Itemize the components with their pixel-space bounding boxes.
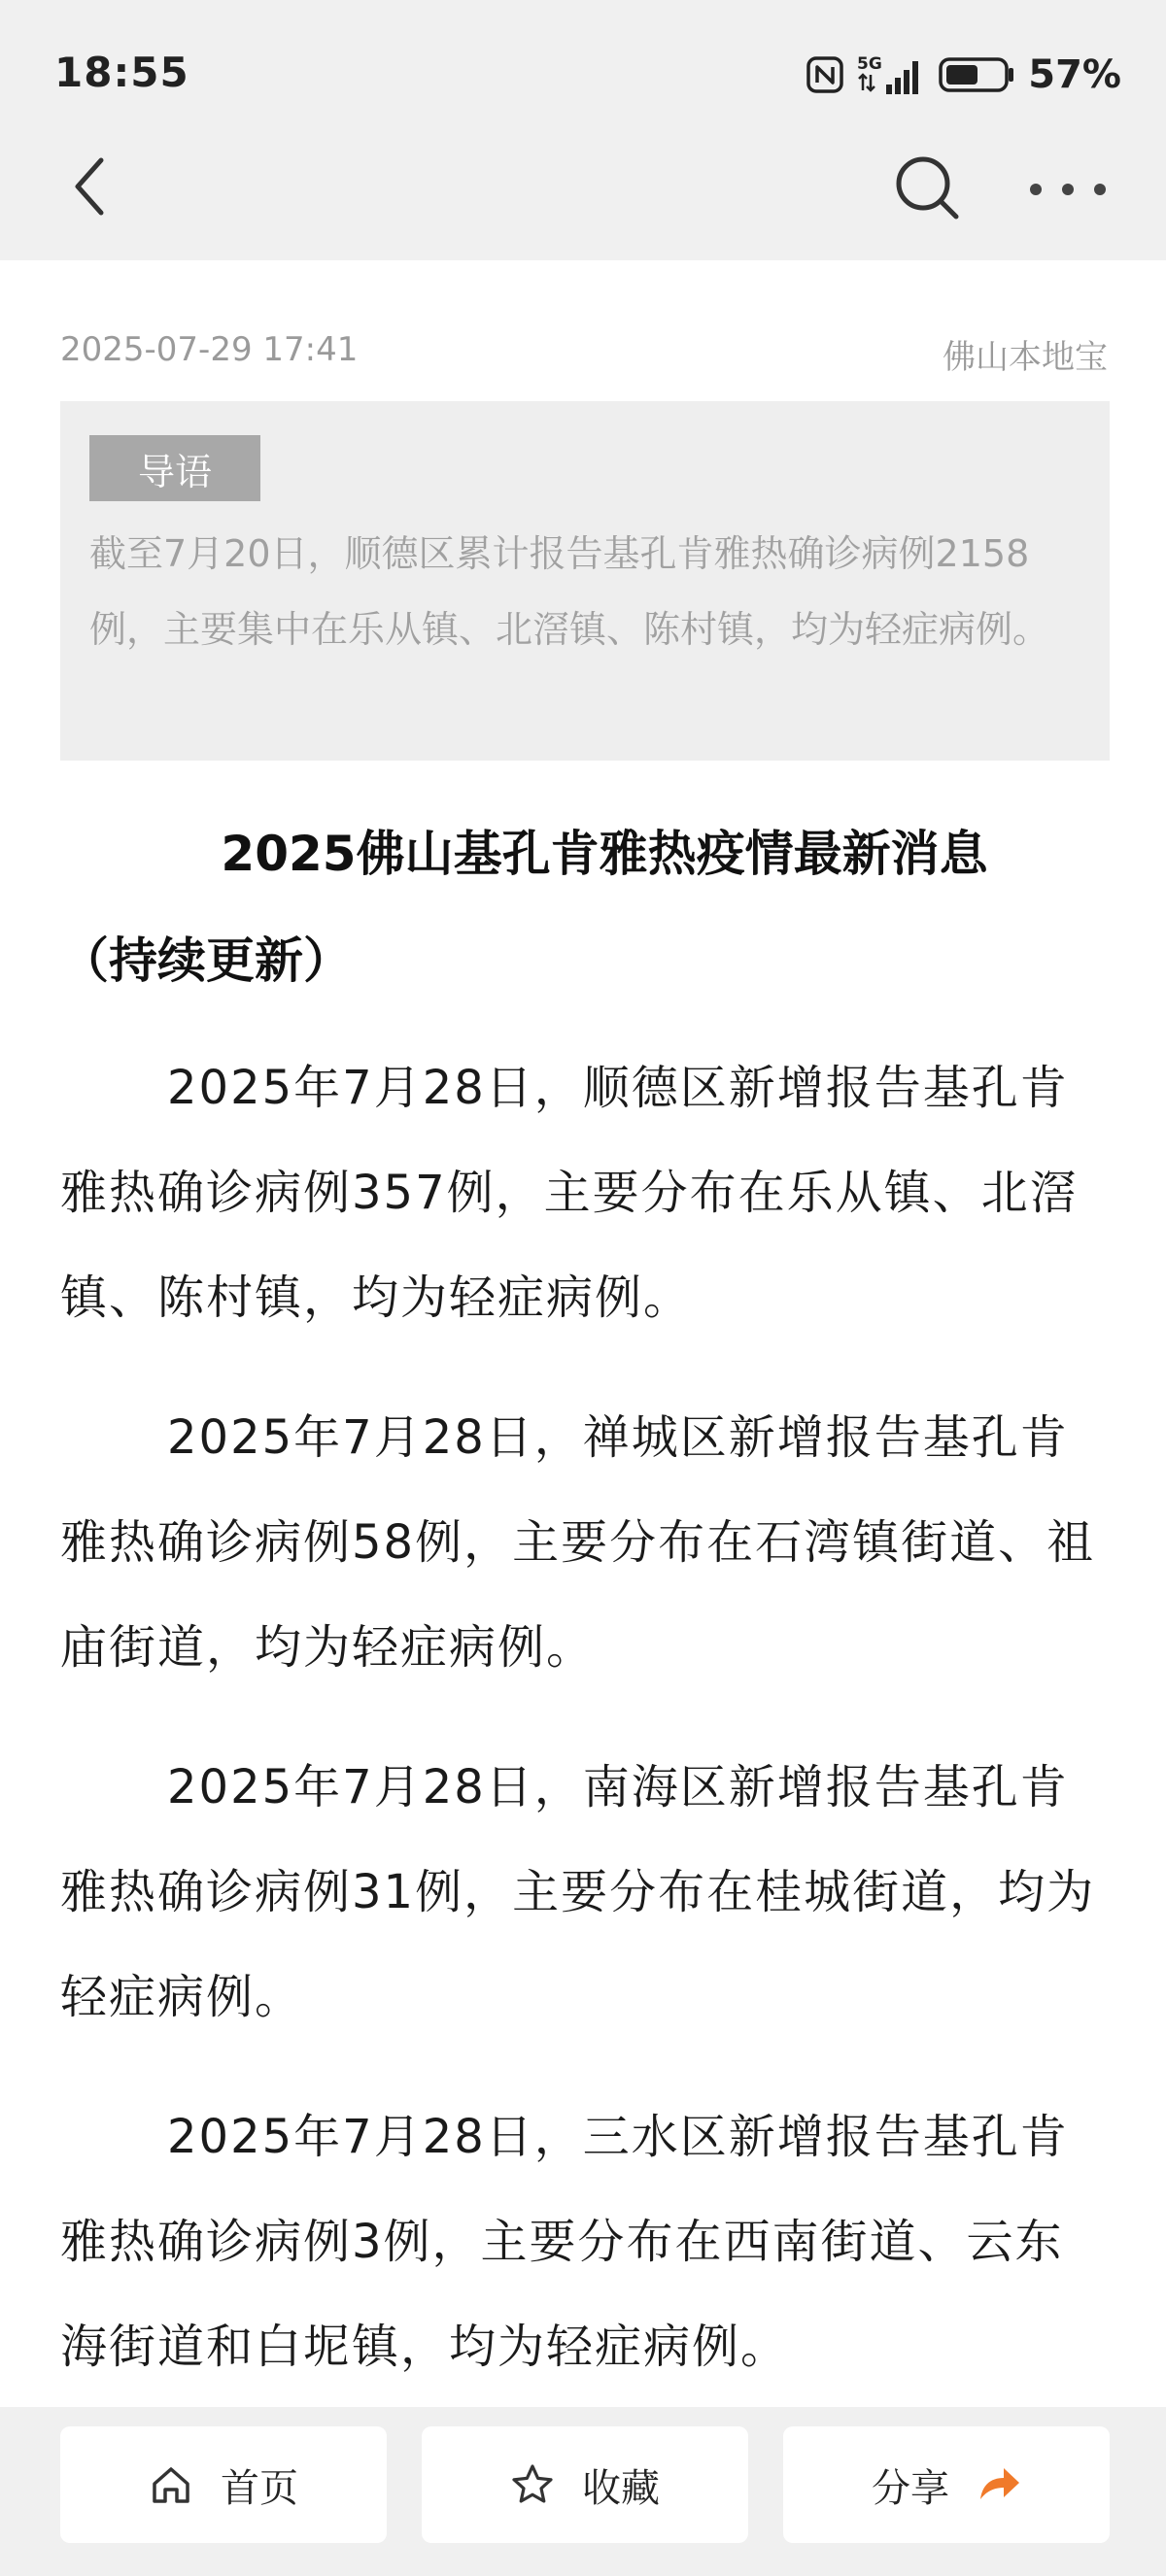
network-label: 5G — [857, 54, 883, 74]
article-paragraph: 2025年7月28日，禅城区新增报告基孔肯雅热确诊病例58例，主要分布在石湾镇街道、祖庙街道，均为轻症病例。 — [60, 1410, 1096, 1675]
headline-line-2: （持续更新） — [60, 932, 352, 989]
article-source[interactable]: 佛山本地宝 — [943, 338, 1108, 377]
status-bar — [0, 0, 1166, 146]
headline-line-1: 2025佛山基孔肯雅热疫情最新消息 — [221, 826, 988, 882]
favorite-button[interactable] — [422, 2426, 748, 2543]
signal-5g-icon — [857, 53, 925, 96]
lead-label: 导语 — [89, 435, 260, 501]
home-button[interactable] — [60, 2426, 387, 2543]
article-paragraph: 2025年7月28日，顺德区新增报告基孔肯雅热确诊病例357例，主要分布在乐从镇、北滘镇、陈村镇，均为轻症病例。 — [60, 1061, 1079, 1325]
more-icon-overlay[interactable] — [1026, 177, 1110, 202]
article-paragraph: 2025年7月28日，南海区新增报告基孔肯雅热确诊病例31例，主要分布在桂城街道，均为轻症病例。 — [60, 1760, 1096, 2024]
share-button[interactable] — [783, 2426, 1110, 2543]
article-paragraph: 2025年7月28日，三水区新增报告基孔肯雅热确诊病例3例，主要分布在西南街道、云东海街道和白坭镇，均为轻症病例。 — [60, 2110, 1069, 2374]
nfc-icon — [806, 56, 843, 93]
lead-box — [60, 401, 1110, 761]
home-icon — [149, 2462, 193, 2507]
battery-percent: 57% — [1028, 52, 1121, 97]
favorite-label: 收藏 — [582, 2465, 660, 2511]
lead-text: 截至7月20日，顺德区累计报告基孔肯雅热确诊病例2158例，主要集中在乐从镇、北滘镇、陈村镇，均为轻症病例。 — [89, 532, 1050, 651]
nav-bar-overlay — [0, 146, 1166, 260]
publish-date: 2025-07-29 17:41 — [60, 330, 359, 369]
status-icons — [806, 49, 1121, 101]
star-icon — [510, 2462, 555, 2507]
share-arrow-icon — [977, 2462, 1021, 2507]
home-label: 首页 — [221, 2465, 298, 2511]
share-label: 分享 — [872, 2465, 949, 2511]
status-time: 18:55 — [54, 49, 189, 96]
battery-icon — [939, 55, 1014, 94]
search-icon-overlay[interactable] — [892, 153, 964, 224]
back-icon-overlay[interactable] — [66, 153, 115, 220]
article-headline — [60, 800, 1110, 1014]
